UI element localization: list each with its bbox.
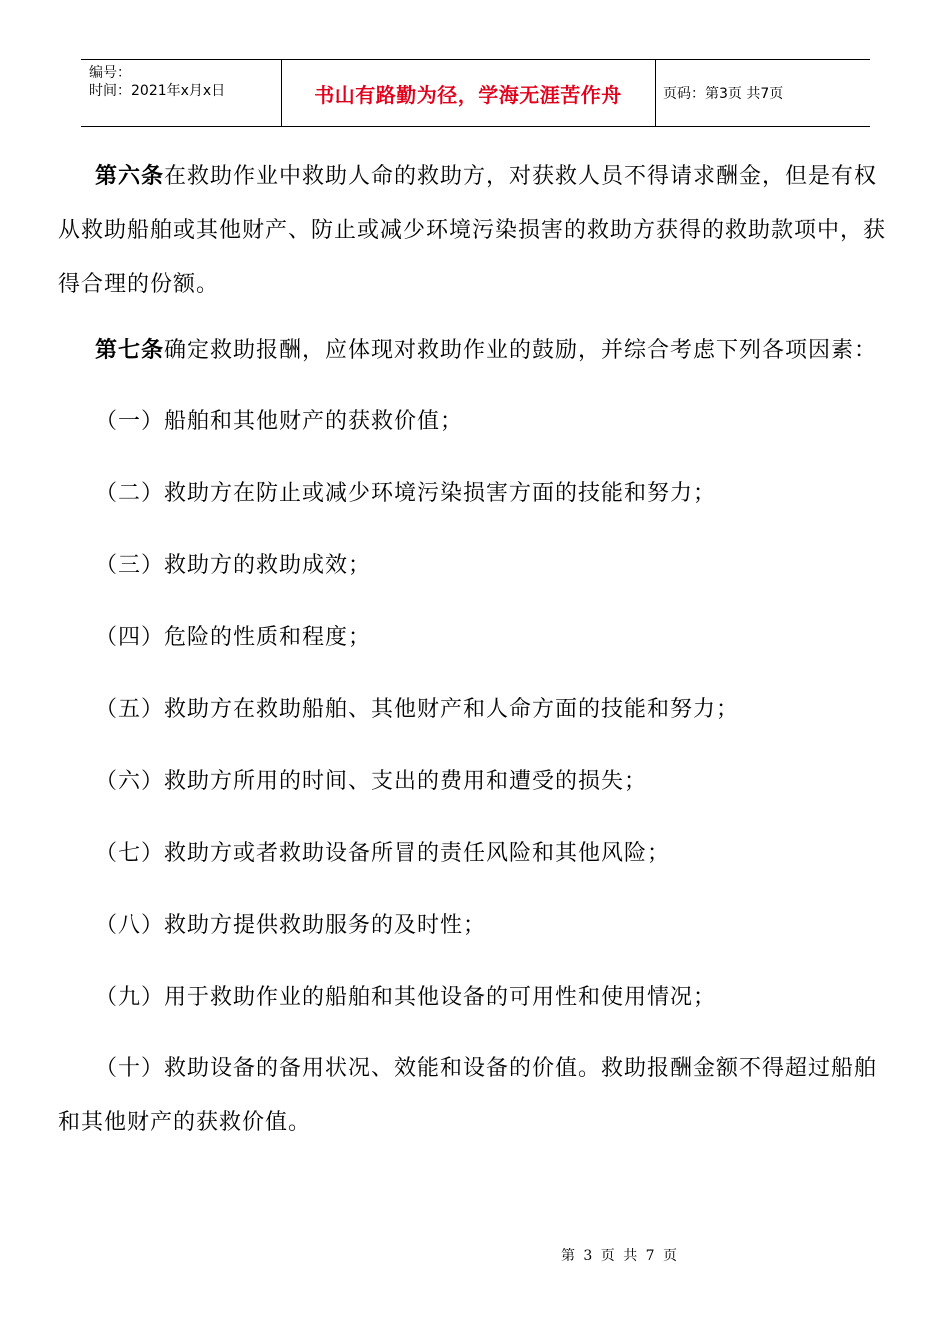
serial-number-label: 编号： (89, 65, 131, 81)
factor-item-2: （二）救助方在防止或减少环境污染损害方面的技能和努力； (95, 481, 717, 506)
article-6-title: 第六条 (95, 164, 165, 189)
factor-item-1: （一）船舶和其他财产的获救价值； (95, 409, 464, 434)
page-footer: 第 3 页 共 7 页 (560, 1248, 680, 1264)
time-label: 时间：2021年x月x日 (89, 83, 226, 99)
article-7 (58, 324, 892, 378)
header-motto: 书山有路勤为径，学海无涯苦作舟 (314, 82, 622, 107)
article-6 (58, 150, 892, 312)
factor-item-10: （十）救助设备的备用状况、效能和设备的价值。救助报酬金额不得超过船舶和其他财产的获救价值。 (58, 1056, 878, 1135)
factor-item-6: （六）救助方所用的时间、支出的费用和遭受的损失； (95, 769, 648, 794)
header-meta (89, 64, 225, 100)
header-divider (655, 60, 656, 126)
article-7-title: 第七条 (95, 338, 165, 363)
article-7-text: 确定救助报酬，应体现对救助作业的鼓励，并综合考虑下列各项因素： (164, 338, 878, 363)
factor-item-3: （三）救助方的救助成效； (95, 553, 372, 578)
factor-item-9: （九）用于救助作业的船舶和其他设备的可用性和使用情况； (95, 985, 717, 1010)
factor-item-4: （四）危险的性质和程度； (95, 625, 372, 650)
header-page-info: 页码：第3页 共7页 (663, 86, 784, 102)
article-6-text: 在救助作业中救助人命的救助方，对获救人员不得请求酬金，但是有权从救助船舶或其他财产、防止或减少环境污染损害的救助方获得的救助款项中，获得合理的份额。 (58, 164, 887, 297)
factor-item-5: （五）救助方在救助船舶、其他财产和人命方面的技能和努力； (95, 697, 740, 722)
factor-item-7: （七）救助方或者救助设备所冒的责任风险和其他风险； (95, 841, 671, 866)
factor-item-8: （八）救助方提供救助服务的及时性； (95, 913, 487, 938)
document-header (81, 59, 870, 127)
